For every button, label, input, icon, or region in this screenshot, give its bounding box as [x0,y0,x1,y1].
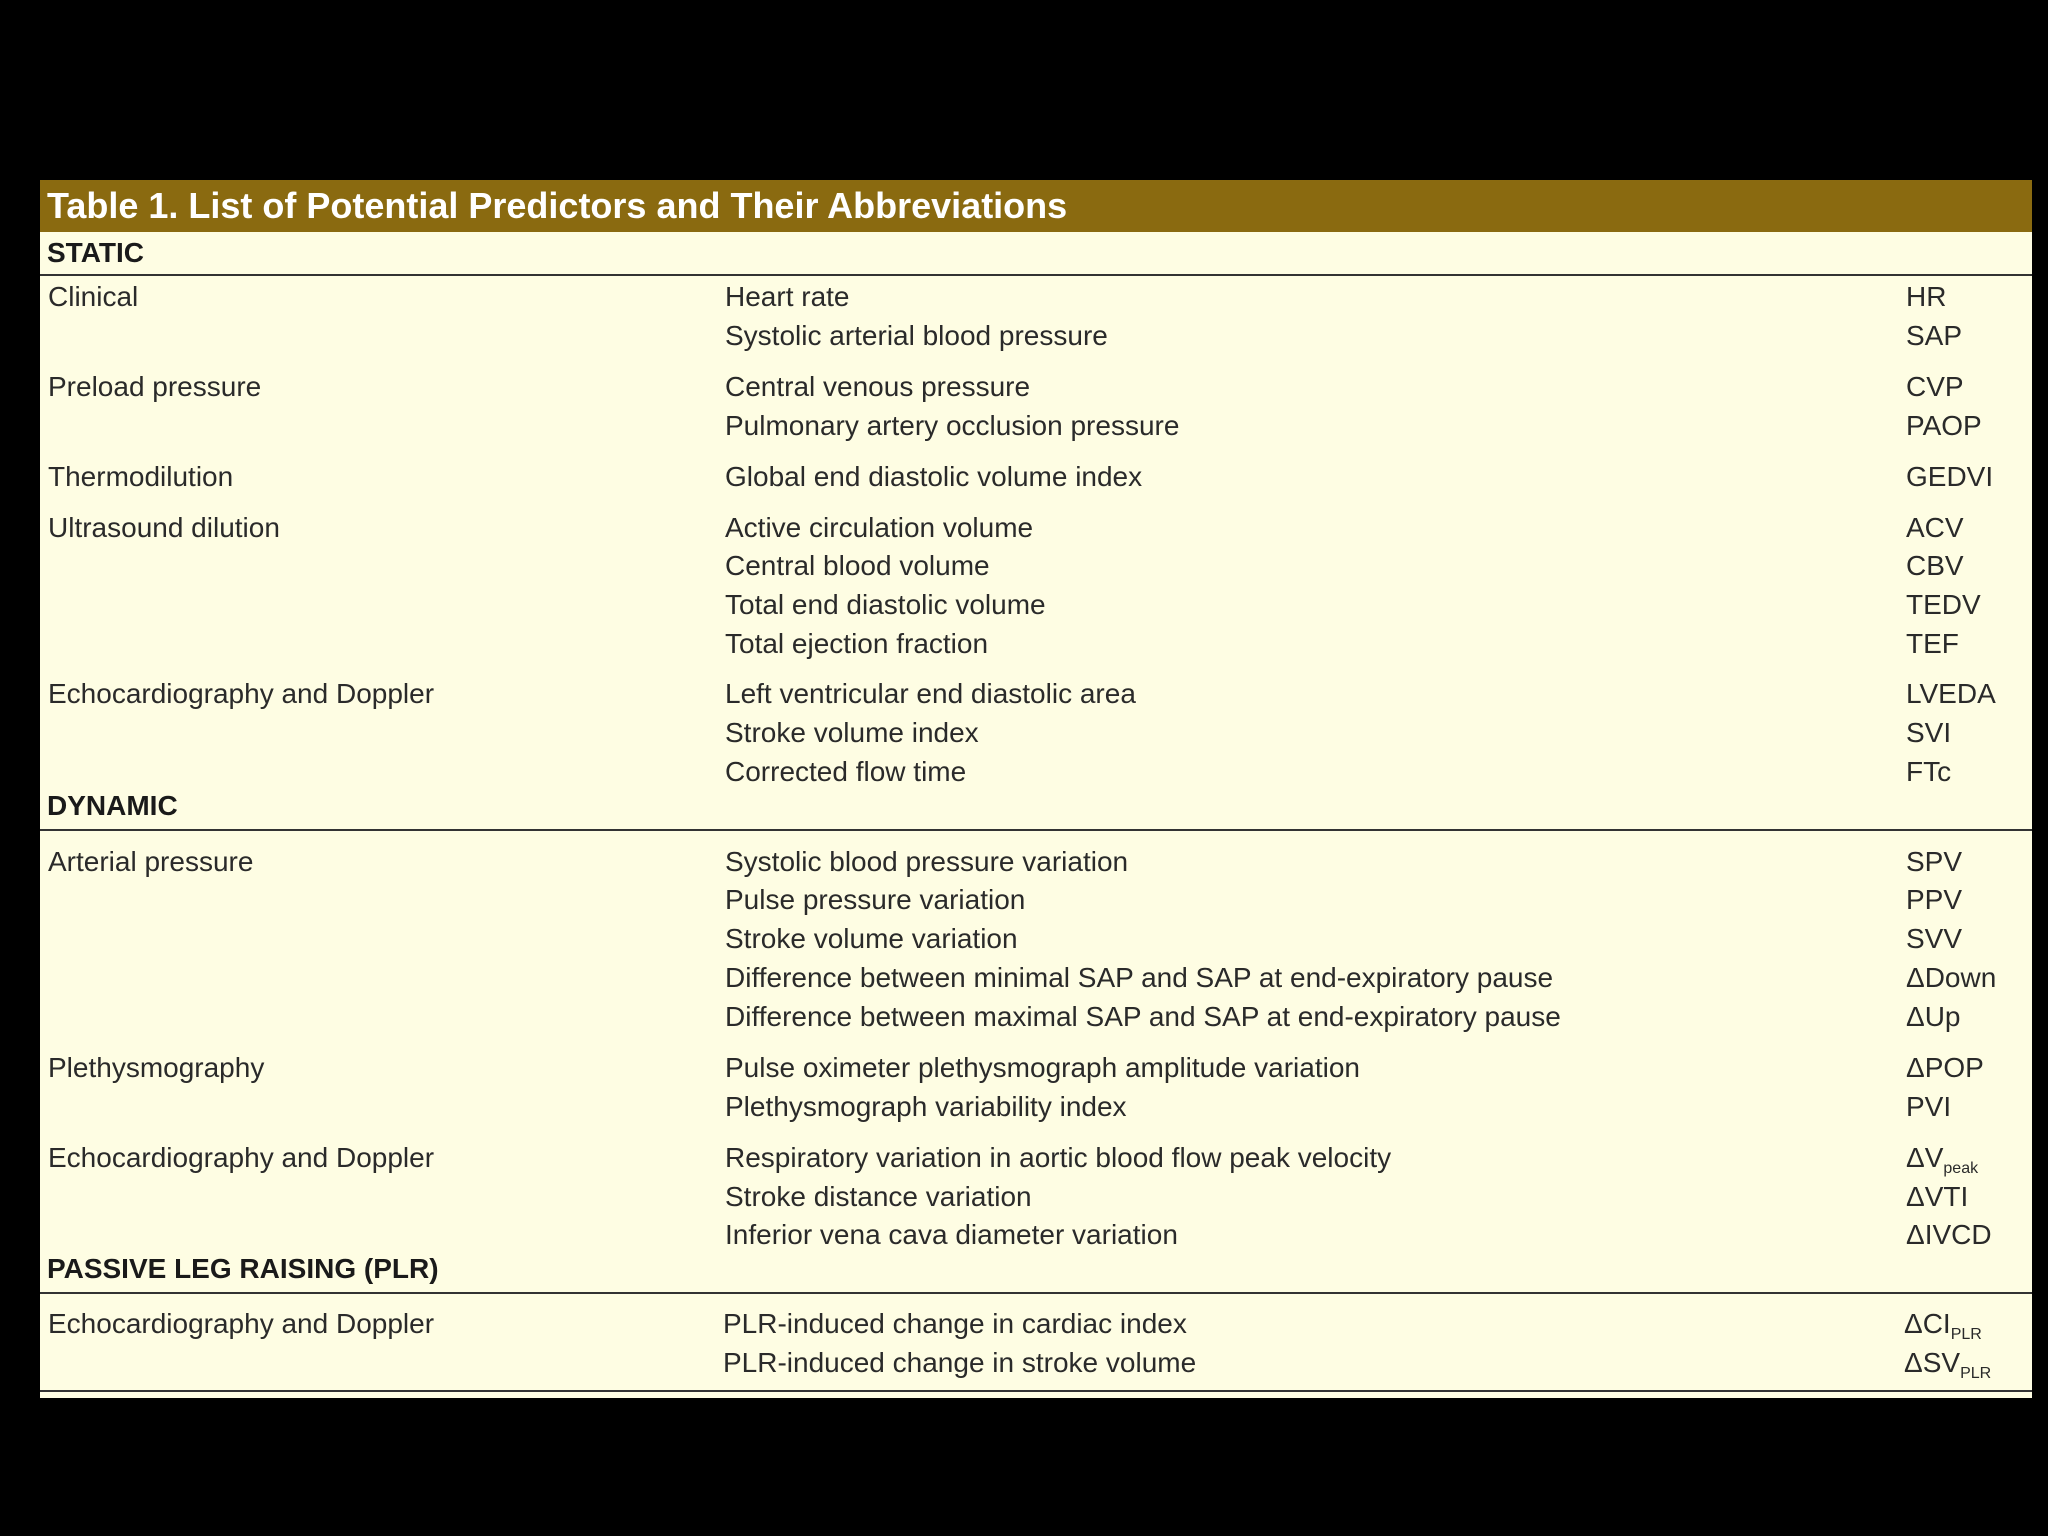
abbreviation-text: ΔV [1906,1142,1944,1173]
abbreviation-cell: LVEDA [1906,678,1996,709]
description-cell: Active circulation volume [725,512,1034,543]
abbreviation-cell: PAOP [1906,410,1982,441]
category-cell: Ultrasound dilution [48,512,280,543]
description-cell: Stroke distance variation [725,1181,1032,1212]
abbreviation-cell: PVI [1906,1091,1952,1122]
description-cell: Pulse oximeter plethysmograph amplitude variation [725,1052,1360,1083]
abbreviation-cell: SPV [1906,846,1963,877]
abbreviation-text: ΔSV [1904,1347,1961,1378]
category-cell: Preload pressure [48,371,262,402]
description-cell: Systolic arterial blood pressure [725,320,1108,351]
abbreviation-cell: PPV [1906,884,1963,915]
description-cell: Respiratory variation in aortic blood flow peak velocity [725,1142,1392,1173]
description-cell: Central blood volume [725,550,990,581]
abbreviation-cell: CBV [1906,550,1964,581]
description-cell: Plethysmograph variability index [725,1091,1127,1122]
category-cell: Clinical [48,281,139,312]
abbreviation-subscript: peak [1943,1160,1979,1177]
section-heading-static: STATIC [47,237,144,268]
abbreviation-subscript: PLR [1960,1365,1992,1382]
table-bottom-rule [40,1390,2032,1392]
category-cell: Echocardiography and Doppler [48,1142,435,1173]
category-cell: Plethysmography [48,1052,265,1083]
description-cell: PLR-induced change in cardiac index [723,1308,1187,1339]
description-cell: Central venous pressure [725,371,1031,402]
abbreviation-cell: GEDVI [1906,461,1994,492]
abbreviation-cell: ACV [1906,512,1964,543]
abbreviation-cell: ΔUp [1906,1001,1961,1032]
section-rule [40,274,2032,276]
description-cell: Inferior vena cava diameter variation [725,1219,1178,1250]
description-cell: Pulse pressure variation [725,884,1026,915]
abbreviation-cell [1904,1346,1991,1391]
abbreviation-cell: ΔPOP [1906,1052,1984,1083]
description-cell: Difference between minimal SAP and SAP at end-expiratory pause [725,962,1554,993]
description-cell: Heart rate [725,281,850,312]
description-cell: Difference between maximal SAP and SAP at end-expiratory pause [725,1001,1561,1032]
abbreviation-cell: TEDV [1906,589,1981,620]
abbreviation-cell: SVI [1906,717,1952,748]
abbreviation-cell: SVV [1906,923,1963,954]
description-cell: Systolic blood pressure variation [725,846,1129,877]
abbreviation-cell: CVP [1906,371,1964,402]
section-rule [40,829,2032,831]
section-rule [40,1292,2032,1294]
abbreviation-cell: TEF [1906,628,1959,659]
description-cell: Global end diastolic volume index [725,461,1143,492]
section-heading-plr: PASSIVE LEG RAISING (PLR) [47,1253,439,1284]
description-cell: Pulmonary artery occlusion pressure [725,410,1180,441]
abbreviation-cell: HR [1906,281,1947,312]
description-cell: Corrected flow time [725,756,967,787]
description-cell: Total end diastolic volume [725,589,1046,620]
category-cell: Arterial pressure [48,846,254,877]
abbreviation-cell: SAP [1906,320,1963,351]
predictors-table [40,180,2032,1398]
abbreviation-cell: ΔVTI [1906,1181,1969,1212]
category-cell: Thermodilution [48,461,234,492]
description-cell: PLR-induced change in stroke volume [723,1347,1197,1378]
abbreviation-cell: ΔDown [1906,962,1997,993]
abbreviation-cell: ΔIVCD [1906,1219,1992,1250]
description-cell: Stroke volume variation [725,923,1018,954]
description-cell: Total ejection fraction [725,628,989,659]
abbreviation-subscript: PLR [1950,1326,1982,1343]
description-cell: Left ventricular end diastolic area [725,678,1136,709]
section-heading-dynamic: DYNAMIC [47,790,178,821]
abbreviation-cell: FTc [1906,756,1952,787]
table-title: Table 1. List of Potential Predictors and Their Abbreviations [40,180,2032,232]
category-cell: Echocardiography and Doppler [48,678,435,709]
description-cell: Stroke volume index [725,717,979,748]
category-cell: Echocardiography and Doppler [48,1308,435,1339]
abbreviation-text: ΔCI [1904,1308,1951,1339]
